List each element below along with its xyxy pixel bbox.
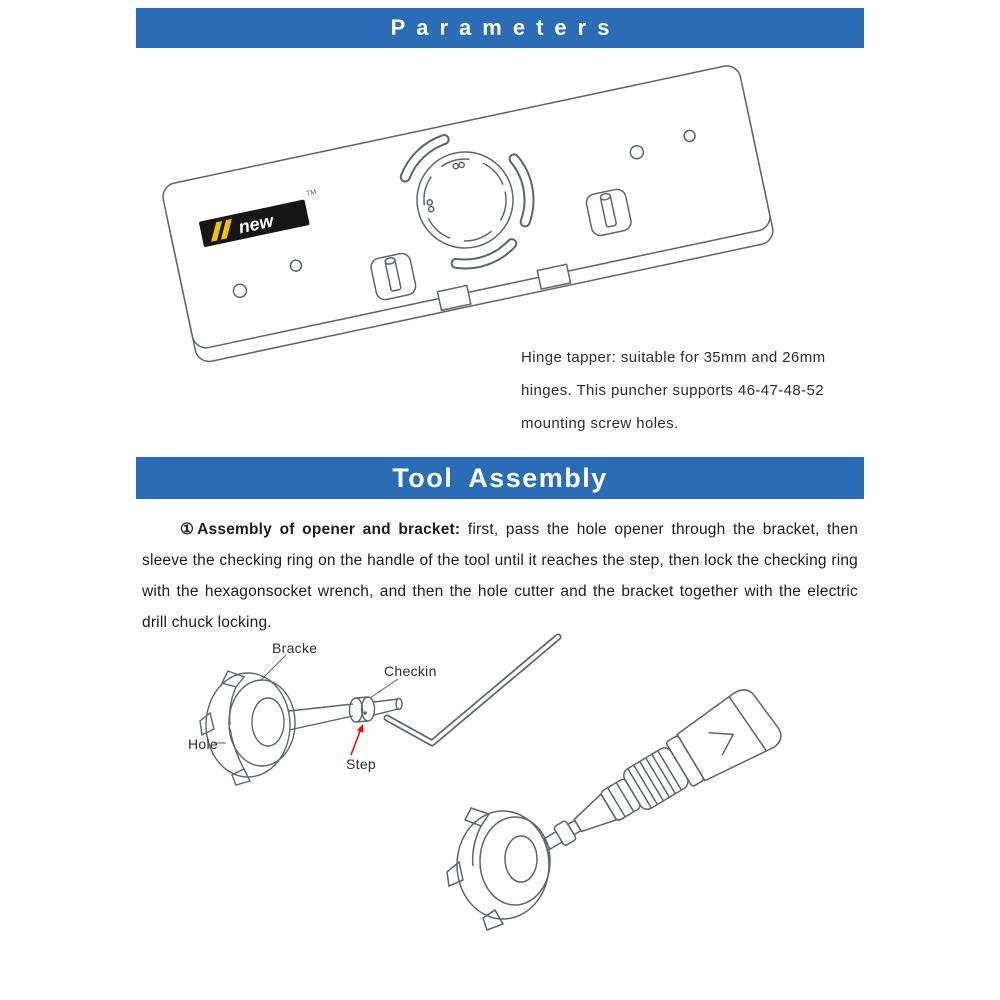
parameters-banner-title: Parameters <box>390 15 621 40</box>
label-bracket: Bracke <box>272 640 318 656</box>
drill-drawing <box>447 683 786 930</box>
red-step-arrow <box>351 724 363 755</box>
assembly-instructions-body: first, pass the hole opener through the bracket, then sleeve the checking ring on the handle of the tool until it reaches the step, then lock the checking ring with the hexagonsocket wrench, and then the hole cutter and the bracket together with the electric drill chuck locking. <box>142 521 859 631</box>
label-hole-opener: Hole <box>188 736 218 752</box>
parameters-banner <box>136 8 864 48</box>
hinge-caption-line-1: Hinge tapper: suitable for 35mm and 26mm <box>521 349 826 366</box>
assembly-instructions-heading: ①Assembly of opener and bracket: <box>180 521 461 538</box>
tool-assembly-banner <box>136 457 864 499</box>
label-checking-ring: Checkin <box>384 663 437 679</box>
checking-ring <box>350 697 375 722</box>
drill-assembly-illustration <box>395 650 825 980</box>
brand-logo-text: new <box>236 210 276 238</box>
hinge-caption-line-2: hinges. This puncher supports 46-47-48-52 <box>521 382 824 399</box>
brand-tm-mark: TM <box>305 188 317 198</box>
hinge-plate <box>160 63 775 364</box>
hinge-caption-line-3: mounting screw holes. <box>521 415 679 432</box>
assembly-instructions <box>142 514 858 638</box>
label-step: Step <box>346 756 376 772</box>
tool-assembly-banner-title: Tool Assembly <box>392 462 608 493</box>
hinge-caption <box>521 341 893 440</box>
